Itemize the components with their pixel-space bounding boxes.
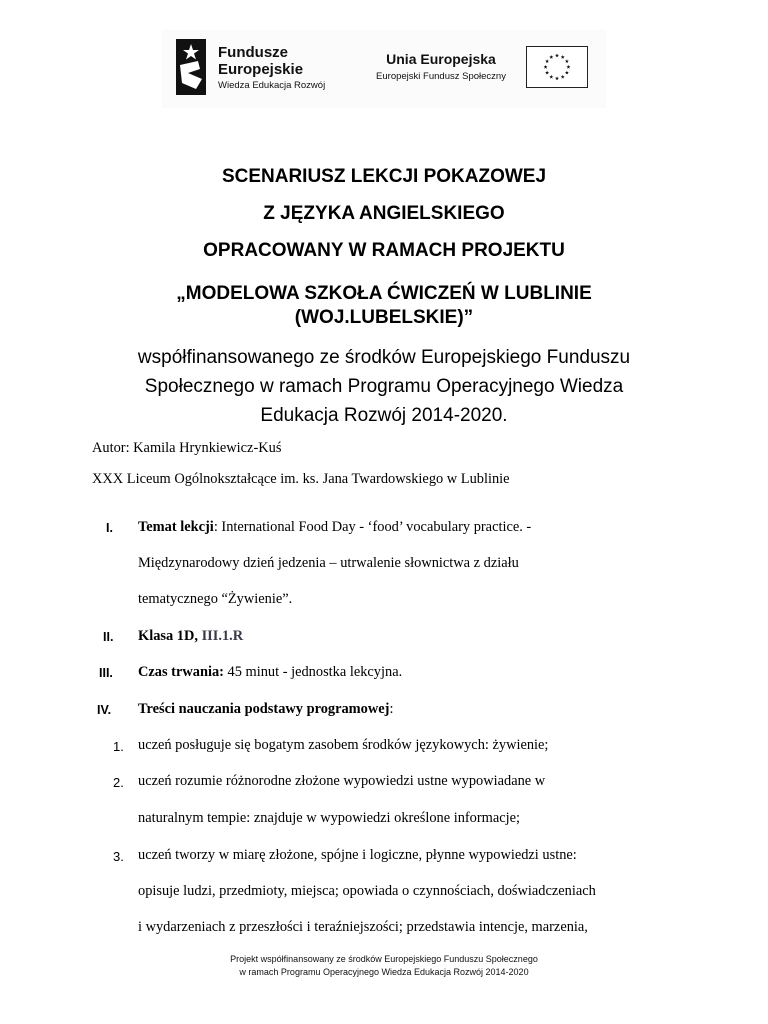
- section-4-text: :: [389, 701, 394, 717]
- list-item-3-line-3: i wydarzeniach z przeszłości i teraźniejszości; przedstawia intencje, marzenia,: [138, 919, 588, 935]
- author-name: Autor: Kamila Hrynkiewicz-Kuś: [92, 440, 282, 456]
- fundusze-europejskie-logo-icon: [176, 39, 206, 95]
- fe-logo-text: [218, 44, 325, 93]
- eu-star-icon: [545, 71, 549, 75]
- section-1-text: : International Food Day - ‘food’ vocabulary practice. -: [213, 519, 532, 535]
- section-1-topic: [138, 519, 531, 536]
- list-item-2-number: 2.: [113, 775, 124, 790]
- footer-line-2: w ramach Programu Operacyjnego Wiedza Edukacja Rozwój 2014-2020: [239, 967, 529, 977]
- fe-logo-line2: Europejskie: [218, 61, 304, 78]
- eu-star-icon: [561, 75, 565, 79]
- eu-flag-icon: [526, 46, 588, 88]
- fe-logo-line3: Wiedza Edukacja Rozwój: [218, 80, 326, 91]
- eu-star-icon: [545, 59, 549, 63]
- section-2-code: III.1.R: [201, 628, 244, 644]
- section-3-duration: [138, 664, 402, 681]
- section-4-number: IV.: [97, 703, 112, 717]
- section-2-class: [138, 628, 243, 645]
- subtitle-line-3: Edukacja Rozwój 2014-2020.: [260, 405, 508, 426]
- fe-logo-line1: Fundusze: [218, 44, 288, 61]
- section-3-number: III.: [99, 666, 113, 680]
- title-line-2: Z JĘZYKA ANGIELSKIEGO: [263, 203, 505, 224]
- section-4-label: Treści nauczania podstawy programowej: [138, 701, 390, 717]
- list-item-3-line-1: uczeń tworzy w miarę złożone, spójne i logiczne, płynne wypowiedzi ustne:: [138, 847, 577, 863]
- eu-star-icon: [544, 65, 548, 69]
- subtitle-line-2: Społecznego w ramach Programu Operacyjnego Wiedza: [144, 376, 624, 397]
- eu-star-icon: [555, 53, 559, 57]
- logo-bar: [162, 30, 606, 108]
- list-item-1-line-1: uczeń posługuje się bogatym zasobem środków językowych: żywienie;: [138, 737, 549, 753]
- title-line-5: (WOJ.LUBELSKIE)”: [294, 307, 474, 328]
- list-item-2-line-2: naturalnym tempie: znajduje w wypowiedzi określone informacje;: [138, 810, 521, 826]
- eu-star-icon: [565, 71, 569, 75]
- list-item-3-number: 3.: [113, 849, 124, 864]
- section-3-label: Czas trwania:: [138, 664, 224, 680]
- list-item-2-line-1: uczeń rozumie różnorodne złożone wypowiedzi ustne wypowiadane w: [138, 773, 546, 789]
- list-item-3-line-2: opisuje ludzi, przedmioty, miejsca; opowiada o czynnościach, doświadczeniach: [138, 883, 596, 899]
- section-2-label: Klasa 1D,: [138, 628, 202, 644]
- author-school: XXX Liceum Ogólnokształcące im. ks. Jana Twardowskiego w Lublinie: [92, 471, 510, 487]
- list-item-1-number: 1.: [113, 739, 124, 754]
- section-1-label: Temat lekcji: [138, 519, 214, 535]
- section-2-number: II.: [103, 630, 114, 644]
- eu-star-icon: [549, 75, 553, 79]
- eu-logo-text: [370, 50, 512, 84]
- subtitle-line-1: współfinansowanego ze środków Europejskiego Funduszu: [137, 347, 631, 368]
- section-1-number: I.: [106, 521, 113, 535]
- section-4-curriculum: [138, 701, 393, 718]
- section-1-continuation-2: tematycznego “Żywienie”.: [138, 591, 293, 607]
- eu-logo-line2: Europejski Fundusz Społeczny: [376, 71, 506, 82]
- title-line-1: SCENARIUSZ LEKCJI POKAZOWEJ: [221, 166, 547, 187]
- eu-star-icon: [561, 55, 565, 59]
- title-line-4: „MODELOWA SZKOŁA ĆWICZEŃ W LUBLINIE: [176, 283, 592, 304]
- eu-star-icon: [555, 76, 559, 80]
- eu-star-icon: [566, 65, 570, 69]
- eu-star-icon: [549, 55, 553, 59]
- section-1-continuation-1: Międzynarodowy dzień jedzenia – utrwalenie słownictwa z działu: [138, 555, 519, 571]
- title-line-3: OPRACOWANY W RAMACH PROJEKTU: [203, 240, 565, 261]
- eu-logo-line1: Unia Europejska: [386, 51, 496, 67]
- footer-line-1: Projekt współfinansowany ze środków Europejskiego Funduszu Społecznego: [230, 954, 538, 964]
- eu-star-icon: [565, 59, 569, 63]
- section-3-text: 45 minut - jednostka lekcyjna.: [223, 664, 403, 680]
